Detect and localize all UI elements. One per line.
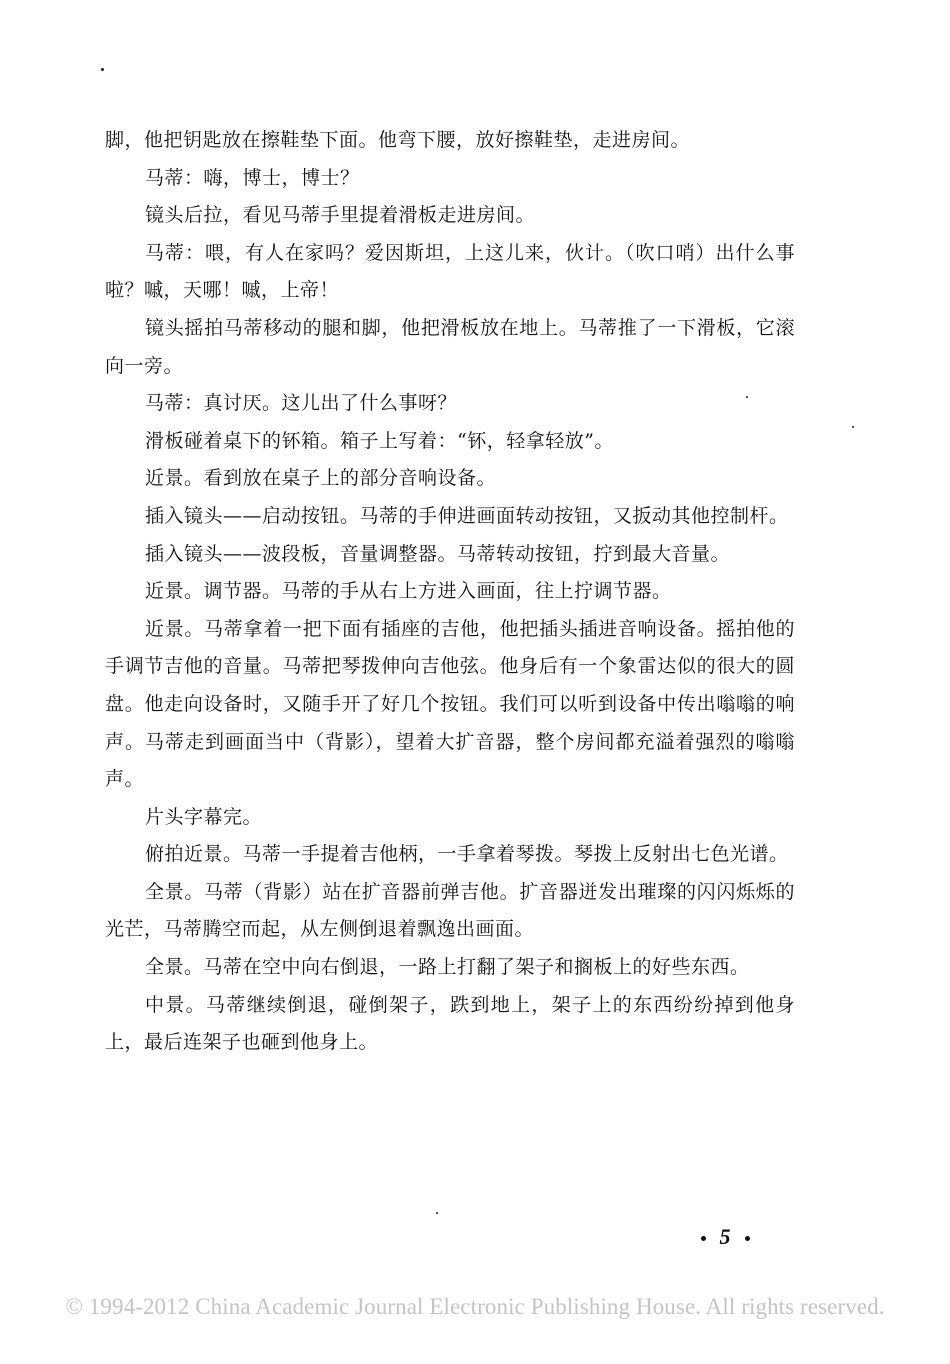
body-text	[105, 122, 795, 1062]
scan-speck	[436, 1212, 438, 1214]
copyright-watermark: © 1994-2012 China Academic Journal Electronic Publishing House. All rights reserved.	[65, 1294, 885, 1319]
paragraph: 全景。马蒂在空中向右倒退，一路上打翻了架子和搁板上的好些东西。	[145, 956, 750, 979]
paragraph: 俯拍近景。马蒂一手提着吉他柄，一手拿着琴拨。琴拨上反射出七色光谱。	[145, 843, 789, 866]
bullet-dot-icon	[701, 1236, 706, 1241]
paragraph: 近景。看到放在桌子上的部分音响设备。	[145, 467, 497, 490]
scan-speck	[852, 426, 854, 428]
paragraph: 插入镜头——波段板，音量调整器。马蒂转动按钮，拧到最大音量。	[145, 542, 731, 565]
paragraph: 镜头摇拍马蒂移动的腿和脚，他把滑板放在地上。马蒂推了一下滑板，它滚向一旁。	[105, 316, 795, 377]
paragraph: 马蒂：嗨，博士，博士？	[145, 166, 360, 189]
paragraph: 马蒂：真讨厌。这儿出了什么事呀？	[145, 392, 458, 415]
paragraph: 片头字幕完。	[145, 805, 263, 828]
page-number	[680, 1222, 770, 1252]
paragraph: 镜头后拉，看见马蒂手里提着滑板走进房间。	[145, 204, 536, 227]
paragraph: 插入镜头——启动按钮。马蒂的手伸进画面转动按钮，又扳动其他控制杆。	[145, 504, 789, 527]
paragraph: 脚，他把钥匙放在擦鞋垫下面。他弯下腰，放好擦鞋垫，走进房间。	[105, 129, 691, 151]
paragraph: 近景。调节器。马蒂的手从右上方进入画面，往上拧调节器。	[145, 580, 672, 603]
paragraph: 滑板碰着桌下的钚箱。箱子上写着：“钚，轻拿轻放”。	[145, 429, 614, 452]
scan-speck	[101, 68, 104, 71]
paragraph: 近景。马蒂拿着一把下面有插座的吉他，他把插头插进音响设备。摇拍他的手调节吉他的音量。马蒂把琴拨伸向吉他弦。他身后有一个象雷达似的很大的圆盘。他走向设备时，又随手开了好几个按钮。我们可以听到设备中传出嗡嗡的响声。马蒂走到画面当中（背影），望着大扩音器，整个房间都充溢着强烈的嗡嗡声。	[105, 617, 795, 791]
paragraph: 全景。马蒂（背影）站在扩音器前弹吉他。扩音器迸发出璀璨的闪闪烁烁的光芒，马蒂腾空而起，从左侧倒退着飘逸出画面。	[105, 880, 795, 941]
page-number-value: 5	[719, 1224, 731, 1249]
paragraph: 中景。马蒂继续倒退，碰倒架子，跌到地上，架子上的东西纷纷掉到他身上，最后连架子也砸到他身上。	[105, 993, 795, 1054]
bullet-dot-icon	[745, 1236, 750, 1241]
paragraph: 马蒂：喂，有人在家吗？爱因斯坦，上这儿来，伙计。（吹口哨）出什么事啦？嘁，天哪！嘁，上帝！	[105, 241, 795, 302]
